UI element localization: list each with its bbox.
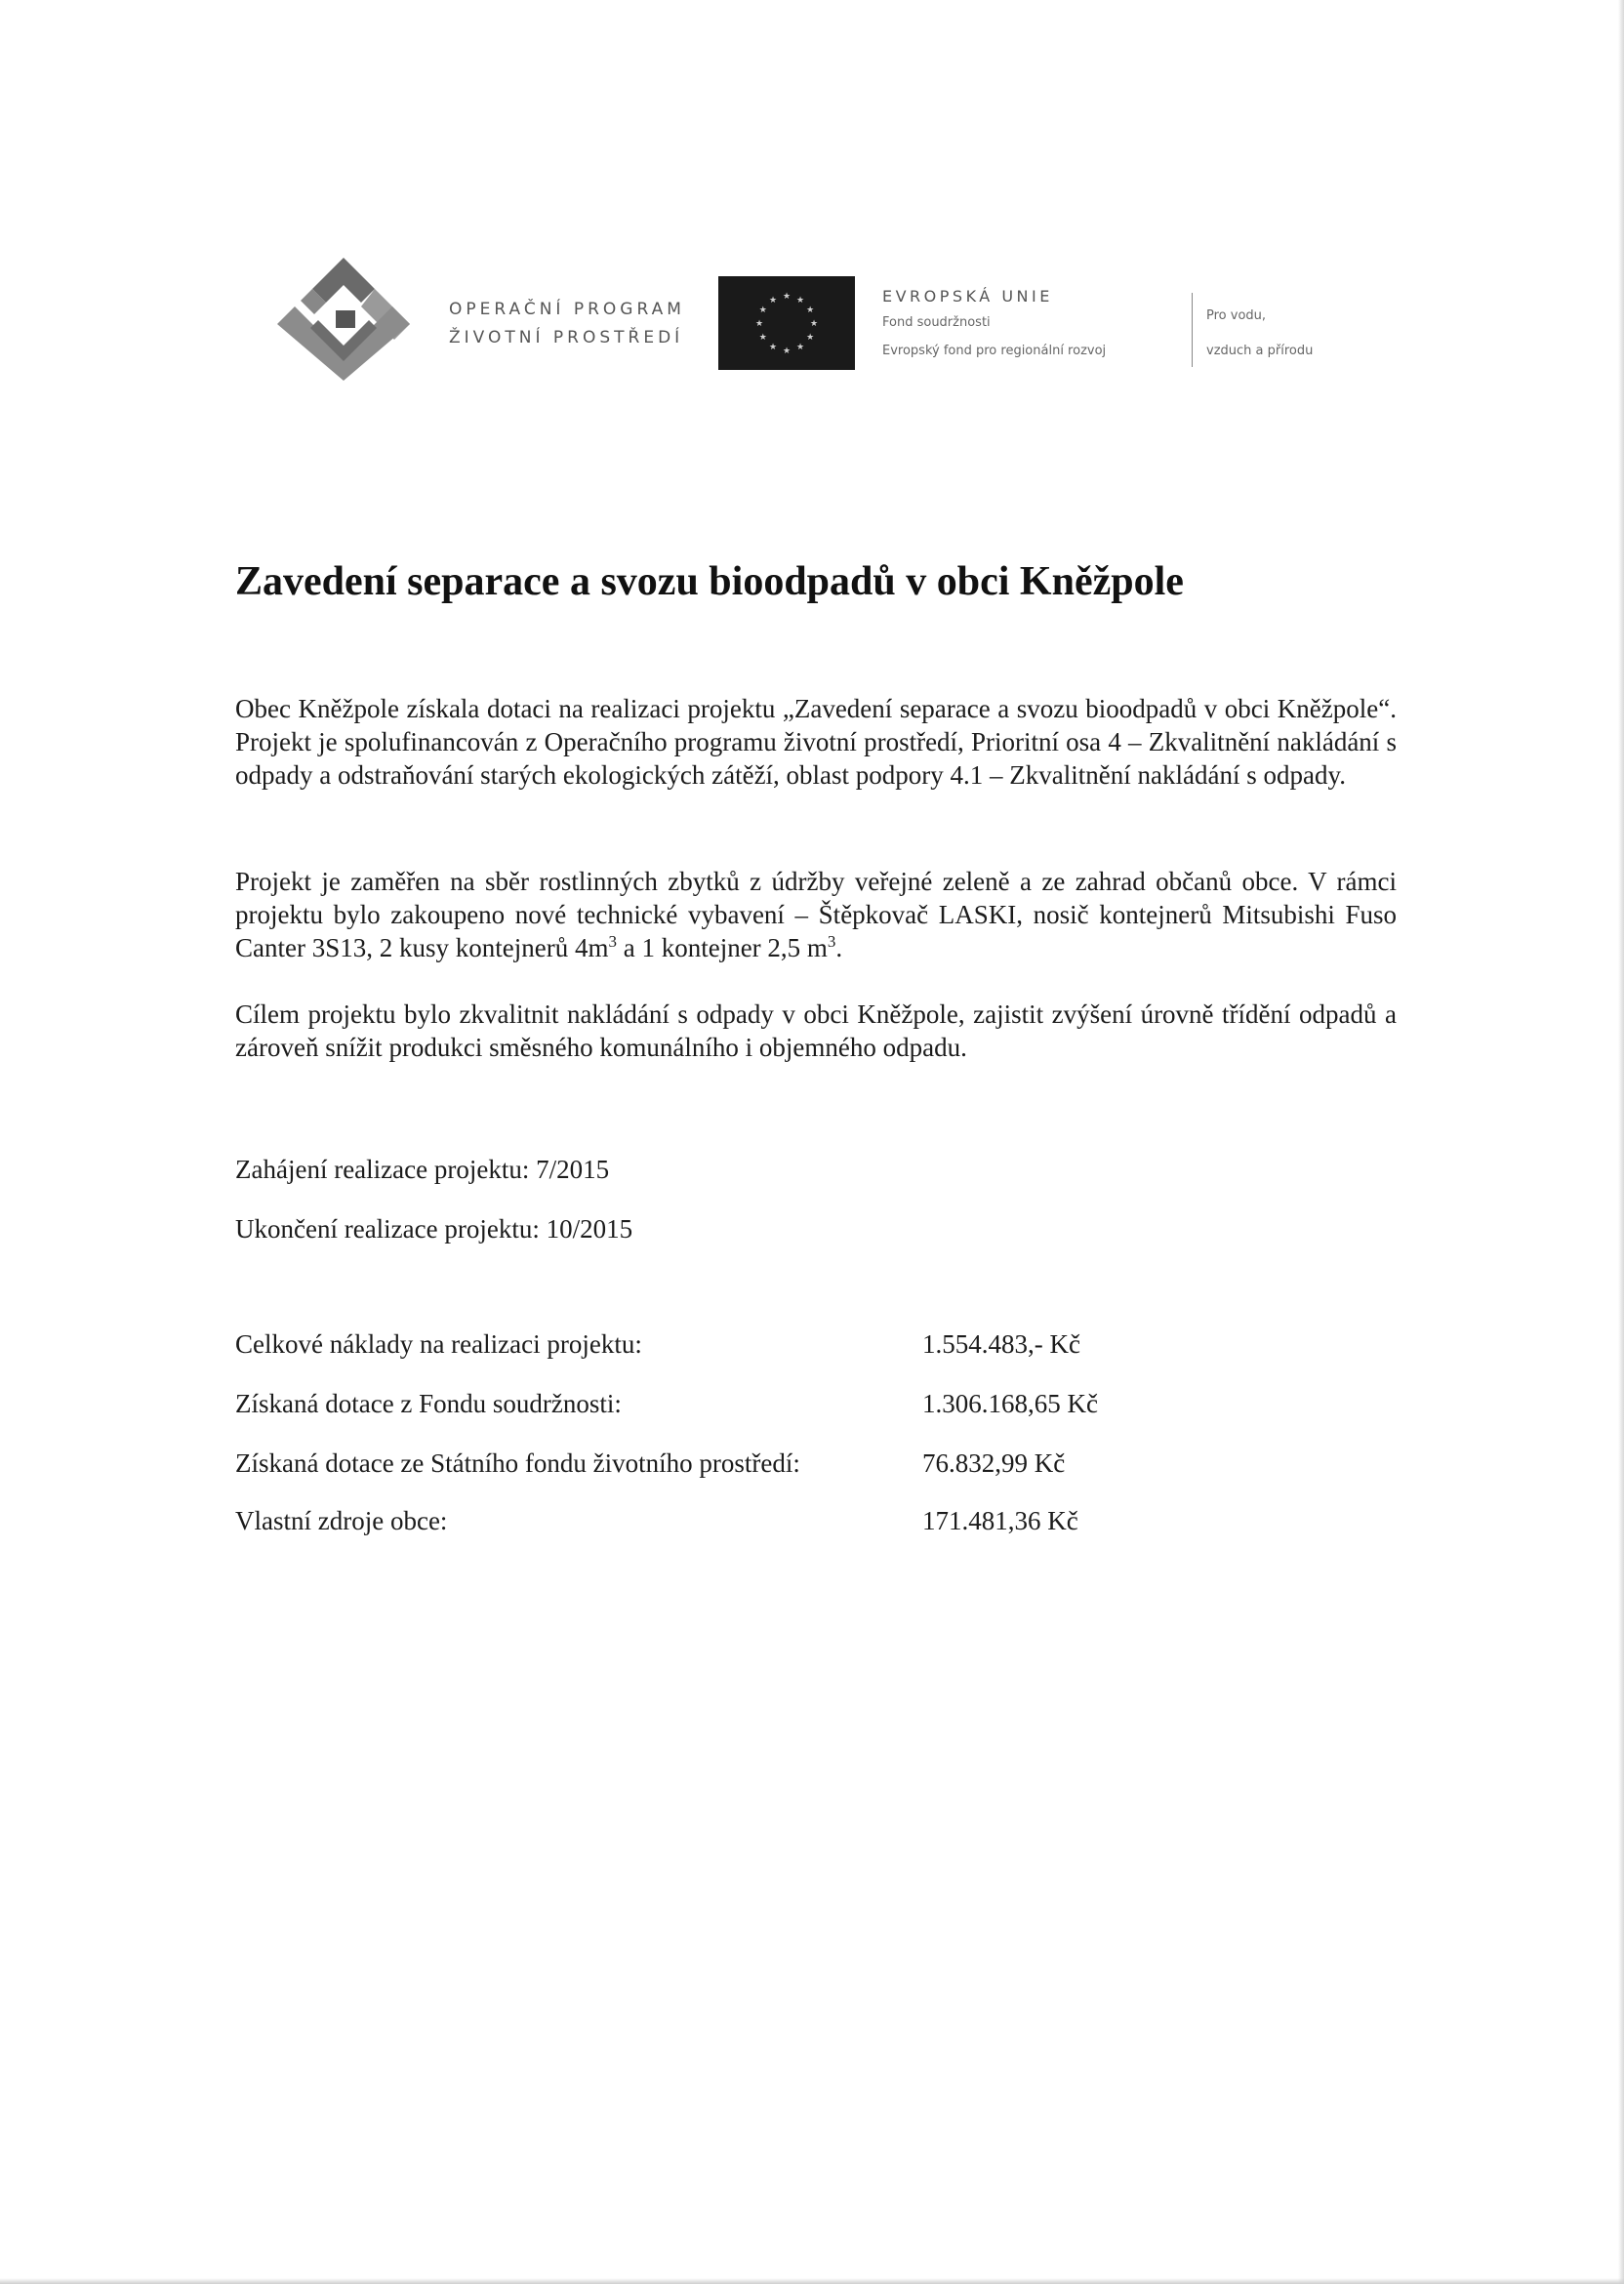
- cost-row-own-resources: [235, 1506, 1406, 1545]
- eu-star-icon: ★: [795, 294, 805, 305]
- eu-title: EVROPSKÁ UNIE: [882, 287, 1053, 306]
- eu-star-icon: ★: [758, 305, 767, 314]
- eu-star-icon: ★: [806, 305, 815, 314]
- header-divider: [1192, 293, 1193, 367]
- paragraph-2-text: Projekt je zaměřen na sběr rostlinných zbytků z údržby veřejné zeleně a ze zahrad občanů obce. V rámci projektu bylo zakoupeno nové technické vybavení – Štěpkovač LASKI, nosič kontejnerů Mitsubishi Fuso Canter 3S13, 2 kusy kontejnerů 4m: [235, 867, 1397, 962]
- project-end-date: Ukončení realizace projektu: 10/2015: [235, 1214, 633, 1244]
- opzp-diamond-logo-icon: [275, 256, 412, 383]
- eu-funding-info: [882, 285, 1106, 365]
- eu-flag-icon: [718, 276, 855, 370]
- project-start-date: Zahájení realizace projektu: 7/2015: [235, 1155, 610, 1184]
- cost-value: 1.306.168,65 Kč: [922, 1389, 1098, 1418]
- paragraph-project-grant: Obec Kněžpole získala dotaci na realizaci projektu „Zavedení separace a svozu bioodpadů v obci Kněžpole“. Projekt je spolufinancován z Operačního programu životní prostředí, Prioritní osa 4 – Zkvalitnění nakládání s odpady a odstraňování starých ekologických zátěží, oblast podpory 4.1 – Zkvalitnění nakládání s odpady.: [235, 694, 1397, 790]
- eu-star-icon: ★: [806, 332, 815, 342]
- eu-star-icon: ★: [795, 342, 805, 352]
- superscript-cubic: 3: [827, 932, 836, 951]
- scan-edge-bottom: [0, 2278, 1624, 2284]
- eu-star-icon: ★: [768, 342, 778, 352]
- paragraph-project-goal: Cílem projektu bylo zkvalitnit nakládání s odpady v obci Kněžpole, zajistit zvýšení úrovně třídění odpadů a zároveň snížit produkci směsného komunálního i objemného odpadu.: [235, 999, 1397, 1062]
- paragraph-project-focus: [235, 865, 1397, 964]
- document-title: Zavedení separace a svozu bioodpadů v obci Kněžpole: [235, 559, 1184, 604]
- paragraph-2-text-mid: a 1 kontejner 2,5 m: [616, 933, 828, 962]
- slogan-line-1: Pro vodu,: [1206, 308, 1267, 323]
- eu-star-icon: ★: [758, 332, 767, 342]
- eu-star-icon: ★: [809, 318, 819, 328]
- slogan: [1206, 299, 1313, 369]
- cost-label: Celkové náklady na realizaci projektu:: [235, 1329, 642, 1359]
- cost-row-state-fund: [235, 1448, 1406, 1488]
- program-line-2: ŽIVOTNÍ PROSTŘEDÍ: [449, 328, 684, 347]
- eu-fund-line-2: Evropský fond pro regionální rozvoj: [882, 344, 1107, 358]
- cost-row-cohesion-fund: [235, 1389, 1406, 1428]
- eu-star-icon: ★: [768, 294, 778, 305]
- cost-value: 76.832,99 Kč: [922, 1448, 1066, 1478]
- operational-program-name: [449, 296, 685, 352]
- cost-label: Získaná dotace z Fondu soudržnosti:: [235, 1389, 622, 1418]
- program-line-1: OPERAČNÍ PROGRAM: [449, 300, 685, 319]
- slogan-line-2: vzduch a přírodu: [1206, 344, 1314, 358]
- scan-edge-right: [1618, 0, 1624, 2284]
- eu-star-icon: ★: [782, 291, 792, 301]
- eu-fund-line-1: Fond soudržnosti: [882, 315, 991, 330]
- cost-row-total: [235, 1329, 1406, 1368]
- eu-star-icon: ★: [754, 318, 764, 328]
- cost-label: Vlastní zdroje obce:: [235, 1506, 448, 1535]
- superscript-cubic: 3: [608, 932, 617, 951]
- paragraph-2-text-end: .: [835, 933, 843, 962]
- cost-label: Získaná dotace ze Státního fondu životního prostředí:: [235, 1448, 800, 1478]
- eu-star-icon: ★: [782, 346, 792, 355]
- cost-value: 1.554.483,- Kč: [922, 1329, 1080, 1359]
- cost-value: 171.481,36 Kč: [922, 1506, 1078, 1535]
